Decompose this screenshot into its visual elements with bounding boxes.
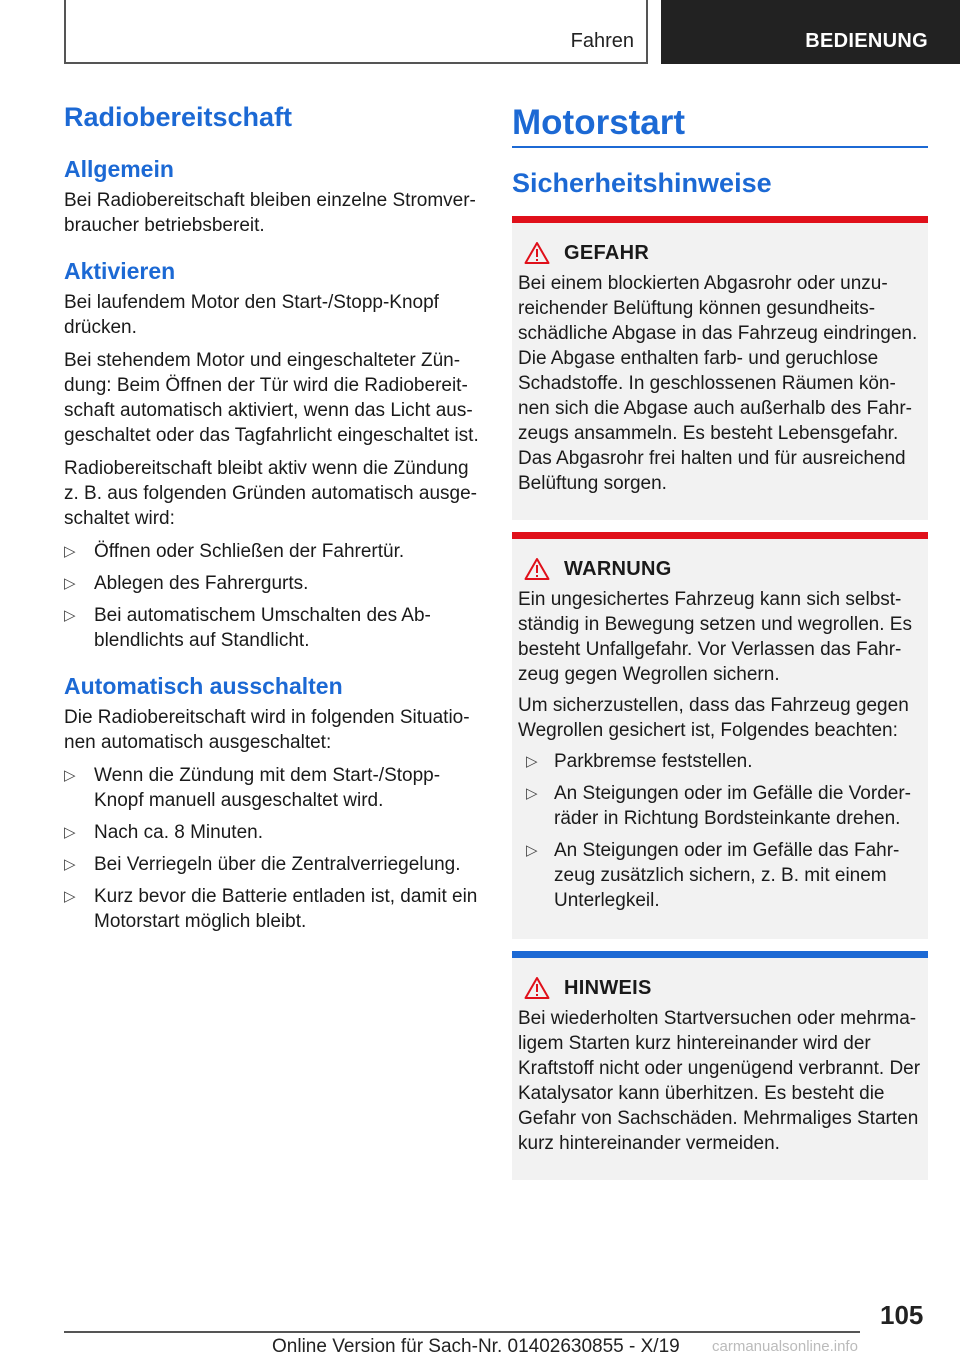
- notice-text: Bei wiederholten Startversuchen oder mehrma-ligem Starten kurz hintereinander wird der Kraftstoff nicht oder ungenügend verbrannt. Der Katalysator kann überhitzen. Es besteht die Gefahr von Sachschäden. Mehrmaliges Starten kurz hintereinander vermeiden.: [518, 1008, 921, 1154]
- header-section-tab: [64, 0, 648, 64]
- triangle-bullet-icon: ▷: [64, 543, 76, 560]
- list-item: ▷ An Steigungen oder im Gefälle die Vorder-räder in Richtung Bordsteinkante drehen.: [526, 783, 911, 829]
- warning-p1: Ein ungesichertes Fahrzeug kann sich selbst-ständig in Bewegung setzen und wegrollen. Es besteht Unfallgefahr. Vor Verlassen das Fahr-zeug gegen Wegrollen sichern.: [518, 589, 912, 685]
- motorstart-title: Motorstart: [512, 103, 686, 142]
- warning-title: WARNUNG: [564, 557, 672, 580]
- danger-text: Bei einem blockierten Abgasrohr oder unzu-reichender Belüftung können gesundheits-schädliche Abgase in das Fahrzeug eindringen. Die Abgase enthalten farb- und geruchlose Schadstoffe. In geschlossenen Räumen kön-nen sich die Abgase auch außerhalb des Fahr-zeugs ansammeln. Es besteht Lebensgefahr. Das Abgasrohr frei halten und für ausreichend Belüftung sorgen.: [518, 273, 918, 494]
- triangle-bullet-icon: ▷: [64, 888, 76, 905]
- left-column: [64, 100, 480, 942]
- auto-off-heading: Automatisch ausschalten: [64, 673, 343, 699]
- auto-off-text: Die Radiobereitschaft wird in folgenden Situatio-nen automatisch ausgeschaltet:: [64, 707, 470, 753]
- header-section-label: Fahren: [570, 30, 634, 52]
- header-chapter-label: BEDIENUNG: [805, 30, 928, 52]
- triangle-bullet-icon: ▷: [64, 575, 76, 592]
- watermark: carmanualsonline.info: [712, 1338, 858, 1355]
- aktivieren-p3: Radiobereitschaft bleibt aktiv wenn die Zündung z. B. aus folgenden Gründen automatisch ausge-schaltet wird:: [64, 458, 477, 529]
- triangle-bullet-icon: ▷: [526, 785, 538, 802]
- danger-box: [512, 216, 928, 520]
- title-divider: [512, 146, 928, 148]
- warning-triangle-icon: [524, 241, 550, 265]
- list-item: ▷ An Steigungen oder im Gefälle das Fahr-zeug zusätzlich sichern, z. B. mit einem Unterlegkeil.: [526, 840, 900, 911]
- right-column: [512, 100, 928, 1192]
- aktivieren-list: [64, 539, 480, 653]
- list-item: ▷ Bei automatischem Umschalten des Ab-blendlichts auf Standlicht.: [64, 605, 431, 651]
- danger-title: GEFAHR: [564, 241, 650, 264]
- triangle-bullet-icon: ▷: [64, 767, 76, 784]
- triangle-bullet-icon: ▷: [64, 607, 76, 624]
- triangle-bullet-icon: ▷: [526, 842, 538, 859]
- warning-box: [512, 532, 928, 939]
- triangle-bullet-icon: ▷: [64, 856, 76, 873]
- triangle-bullet-icon: ▷: [64, 824, 76, 841]
- list-item: ▷ Kurz bevor die Batterie entladen ist, damit ein Motorstart möglich bleibt.: [64, 886, 478, 932]
- auto-off-list: [64, 763, 480, 934]
- warning-triangle-icon: [524, 557, 550, 581]
- list-item: ▷ Bei Verriegeln über die Zentralverriegelung.: [64, 854, 461, 875]
- aktivieren-p1: Bei laufendem Motor den Start-/Stopp-Knopf drücken.: [64, 292, 439, 338]
- warning-list: [518, 749, 922, 913]
- aktivieren-heading: Aktivieren: [64, 258, 176, 284]
- footer-online-version: Online Version für Sach-Nr. 01402630855 - X/19: [272, 1336, 680, 1357]
- list-item: ▷ Parkbremse feststellen.: [526, 751, 753, 772]
- header-chapter-tab: [661, 0, 960, 64]
- list-item: ▷ Ablegen des Fahrergurts.: [64, 573, 309, 594]
- allgemein-text: Bei Radiobereitschaft bleiben einzelne Stromver-braucher betriebsbereit.: [64, 190, 476, 236]
- notice-title: HINWEIS: [564, 976, 652, 999]
- triangle-bullet-icon: ▷: [526, 753, 538, 770]
- radio-standby-title: Radiobereitschaft: [64, 102, 293, 132]
- notice-box: [512, 951, 928, 1180]
- list-item: ▷ Wenn die Zündung mit dem Start-/Stopp-Knopf manuell ausgeschaltet wird.: [64, 765, 441, 811]
- list-item: ▷ Öffnen oder Schließen der Fahrertür.: [64, 541, 405, 562]
- aktivieren-p2: Bei stehendem Motor und eingeschalteter Zün-dung: Beim Öffnen der Tür wird die Radiobereit-schaft automatisch aktiviert, wenn das Licht aus-geschaltet oder das Tagfahrlicht eingeschaltet ist.: [64, 350, 479, 446]
- list-item: ▷ Nach ca. 8 Minuten.: [64, 822, 263, 843]
- page-number: 105: [880, 1300, 924, 1330]
- safety-subtitle: Sicherheitshinweise: [512, 168, 772, 198]
- warning-triangle-icon: [524, 976, 550, 1000]
- allgemein-heading: Allgemein: [64, 156, 174, 182]
- footer-divider: [64, 1331, 860, 1333]
- warning-p2: Um sicherzustellen, dass das Fahrzeug gegen Wegrollen gesichert ist, Folgendes beachten:: [518, 695, 909, 741]
